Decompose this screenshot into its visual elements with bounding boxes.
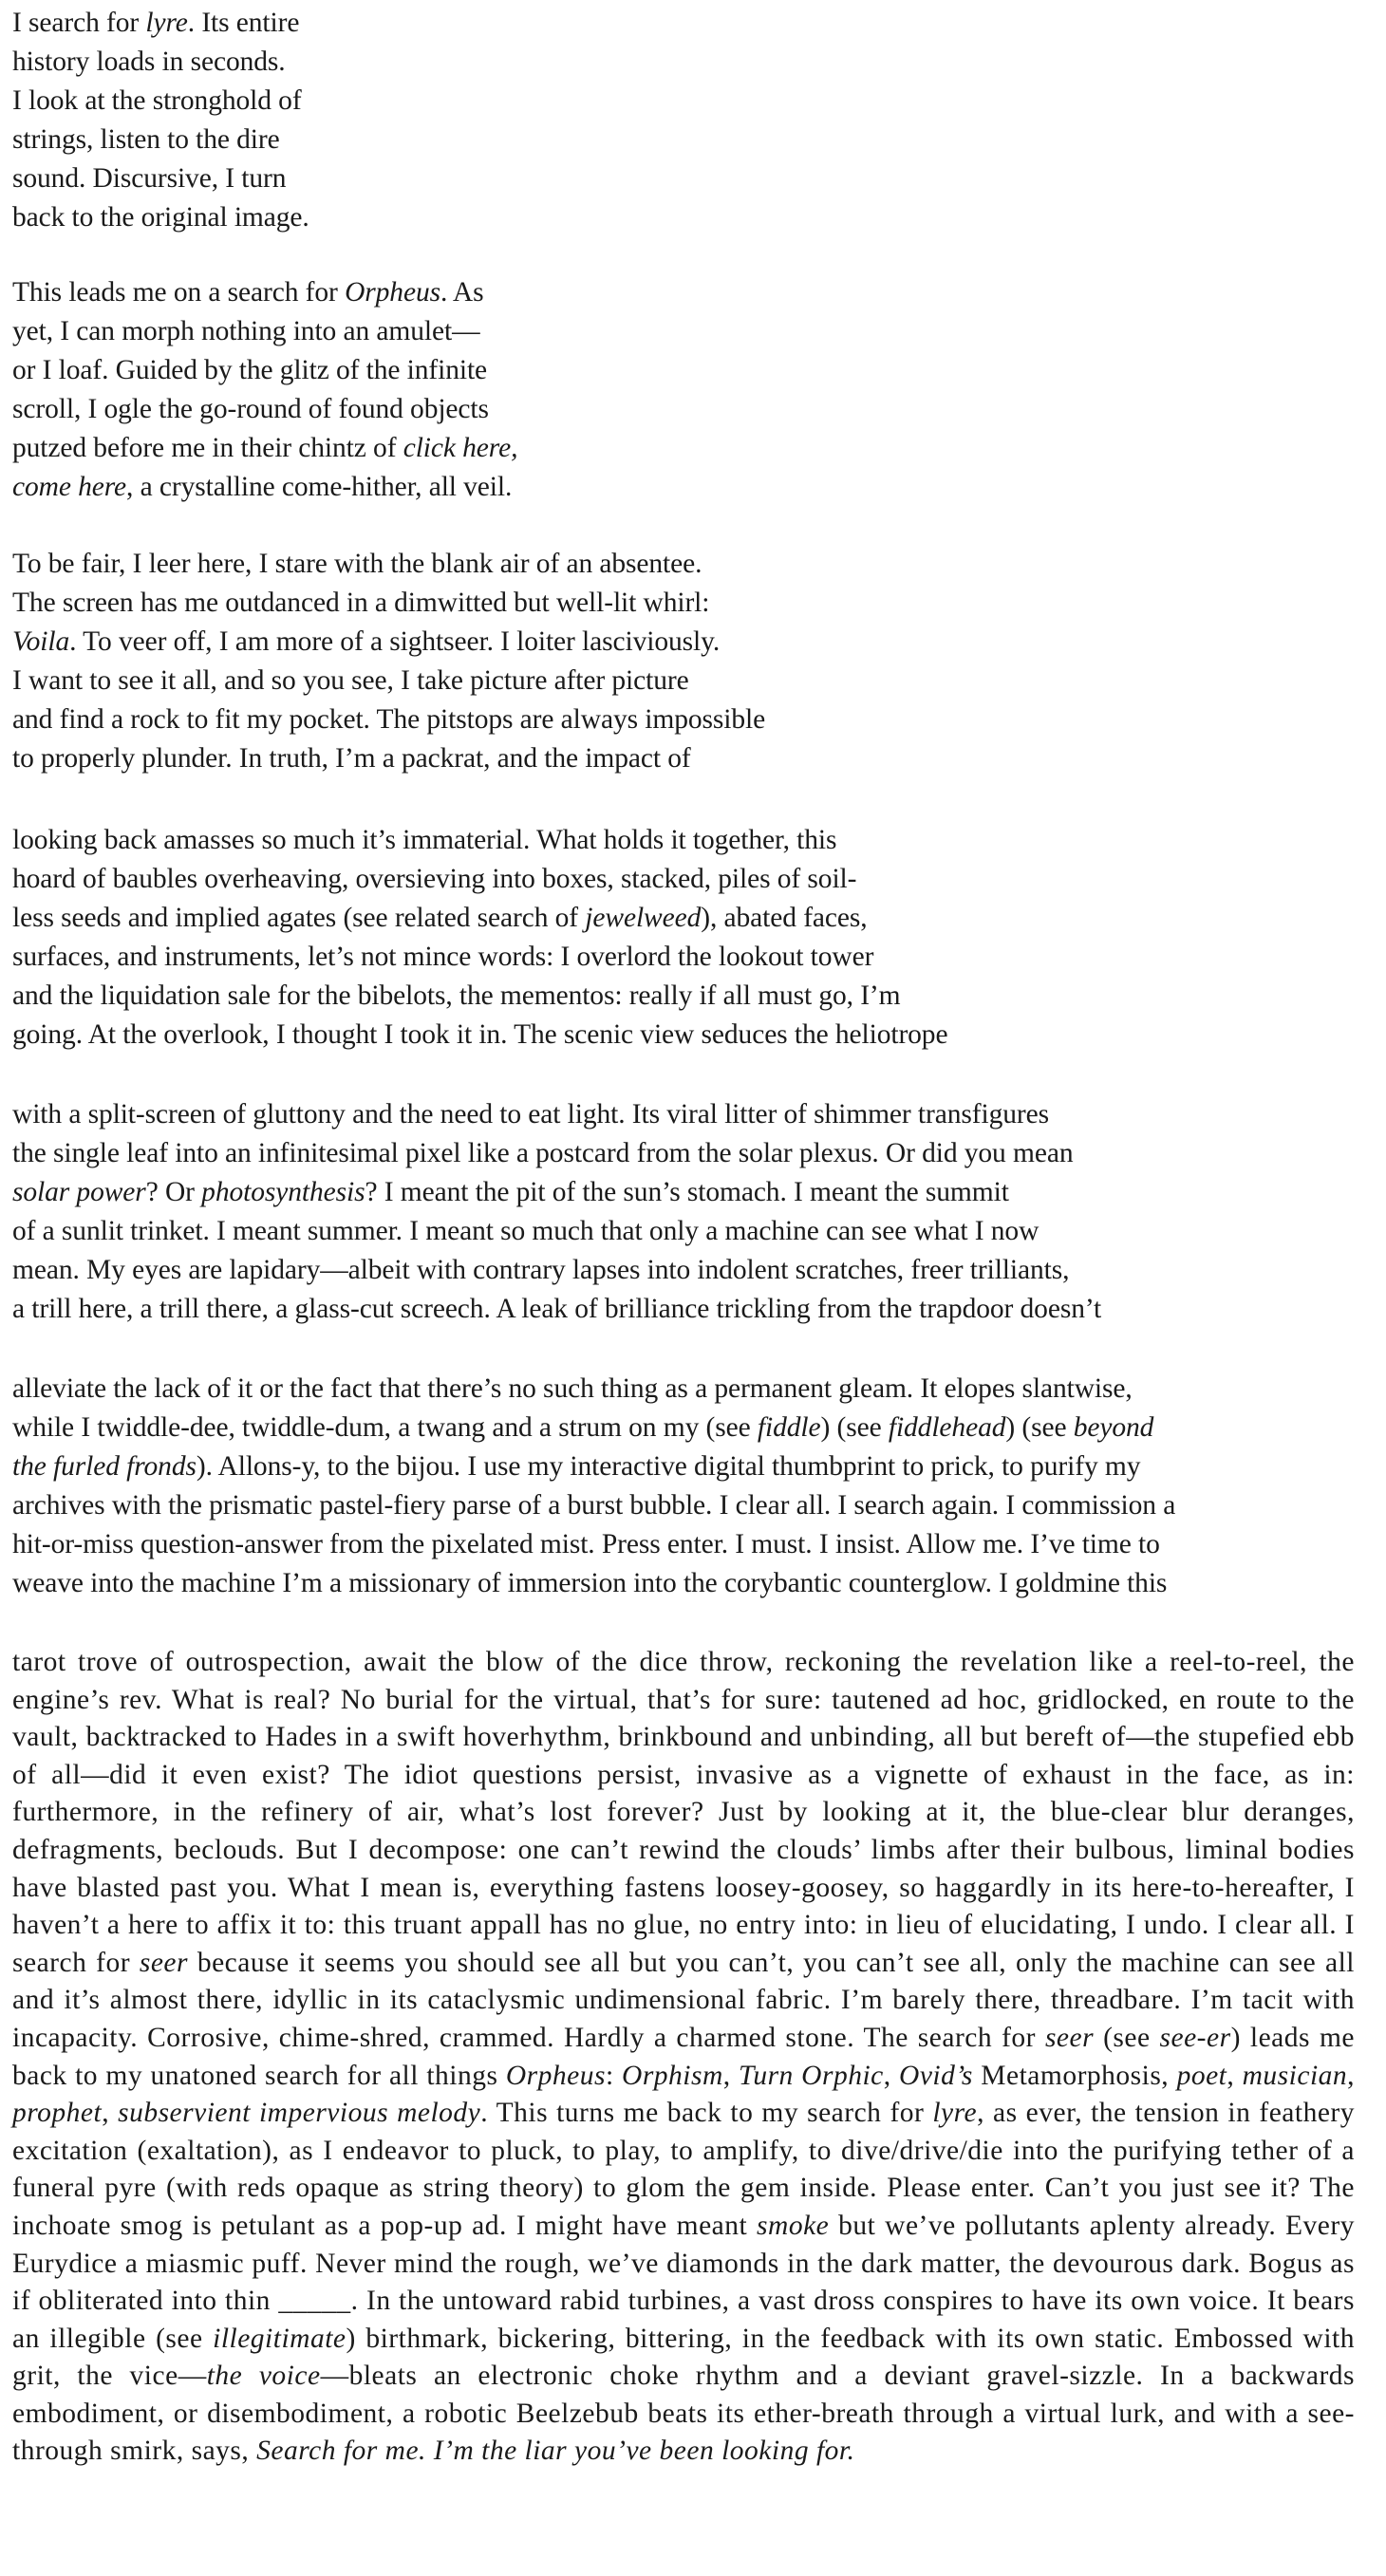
text-run: , as ever, the tension in feathery excitation (exaltation), as I endeavor to pluck, to play, to amplify, to dive/drive/die into the purifying tether of a funeral pyre (with reds opaque as string theory) to glom the gem inside. Please enter. Can’t you just see it? The inchoate smog is petulant as a pop-up ad. I might have meant (12, 2098, 1355, 2241)
text-run: , a crystalline come-hither, all veil. (126, 472, 513, 502)
poem-line (12, 429, 1360, 468)
poem-line (12, 623, 1360, 662)
poem-line (12, 1016, 1360, 1055)
italic-text: beyond (1073, 1412, 1154, 1443)
text-run: ) leads me back to my unatoned search for all things (12, 2022, 1355, 2091)
poem-line (12, 700, 1360, 739)
italic-text: musician (1242, 2060, 1348, 2091)
italic-text: lyre (932, 2098, 978, 2129)
poem-line (12, 82, 1360, 121)
text-run: Metamorphosis, (972, 2060, 1177, 2091)
text-run: ) (see (1005, 1412, 1074, 1443)
text-run: , (1227, 2060, 1243, 2091)
poem-line (12, 662, 1360, 700)
italic-text: photosynthesis (201, 1177, 365, 1207)
text-run: archives with the prismatic pastel-fiery parse of a burst bubble. I clear all. I search again. I commission a (12, 1490, 1176, 1521)
poem-line (12, 159, 1360, 198)
text-run: mean. My eyes are lapidary—albeit with contrary lapses into indolent scratches, freer trilliants, (12, 1255, 1070, 1285)
poem-line (12, 860, 1360, 899)
poem-line (12, 1486, 1360, 1525)
text-run: going. At the overlook, I thought I took it in. The scenic view seduces the heliotrope (12, 1019, 948, 1050)
italic-text: Ovid’s (899, 2060, 973, 2091)
text-run: scroll, I ogle the go-round of found objects (12, 394, 489, 424)
text-run: . To veer off, I am more of a sightseer. I loiter lasciviously. (69, 626, 721, 657)
text-run: , (102, 2098, 119, 2129)
italic-text: the furled fronds (12, 1451, 197, 1482)
text-run: sound. Discursive, I turn (12, 163, 287, 194)
text-run: because it seems you should see all but you can’t, you can’t see all, only the machine can see all and it’s almost there, idyllic in its cataclysmic undimensional fabric. I’m barely there, threadbare. I’m tacit with incapacity. Corrosive, chime-shred, crammed. Hardly a charmed stone. The search for (12, 1947, 1356, 2053)
text-run: hit-or-miss question-answer from the pixelated mist. Press enter. I must. I insist. Allow me. I’ve time to (12, 1529, 1160, 1559)
text-run: —bleats an electronic choke rhythm and a deviant gravel-sizzle. In a backwards embodiment, or disembodiment, a robotic Beelzebub beats its ether-breath through a virtual lurk, and with a see-through smirk, says, (12, 2361, 1355, 2467)
poem-line (12, 1095, 1360, 1134)
text-run: hoard of baubles overheaving, oversieving into boxes, stacked, piles of soil- (12, 864, 857, 894)
poem-line (12, 273, 1360, 312)
text-run: . As (440, 277, 484, 308)
text-run: I search for (12, 8, 146, 38)
text-run: (see (1094, 2022, 1160, 2053)
text-run: To be fair, I leer here, I stare with the blank air of an absentee. (12, 549, 702, 579)
poem-line (12, 1525, 1360, 1564)
poem-line (12, 545, 1360, 584)
text-run: or I loaf. Guided by the glitz of the infinite (12, 355, 488, 385)
poem-line (12, 977, 1360, 1016)
text-run: . This turns me back to my search for (480, 2098, 933, 2129)
italic-text: the voice (206, 2361, 321, 2392)
text-run: a trill here, a trill there, a glass-cut screech. A leak of brilliance trickling from the trapdoor doesn’t (12, 1294, 1102, 1324)
poem-line (12, 584, 1360, 623)
text-run: but we’ve pollutants aplenty already. Every Eurydice a miasmic puff. Never mind the rough, we’ve diamonds in the dark matter, the devourous dark. Bogus as if obliterated into thin _____. In the untoward rabid turbines, a vast dross conspires to have its own voice. It bears an illegible (see (12, 2210, 1355, 2354)
text-run: , (722, 2060, 740, 2091)
text-run: This leads me on a search for (12, 277, 346, 308)
text-run: ) (see (820, 1412, 889, 1443)
italic-text: subservient impervious melody (118, 2098, 481, 2129)
text-run: I look at the stronghold of (12, 85, 302, 116)
poem-line (12, 1134, 1360, 1173)
italic-text: fiddlehead (888, 1412, 1006, 1443)
poem-line (12, 121, 1360, 159)
text-run: ? Or (145, 1177, 202, 1207)
text-run: alleviate the lack of it or the fact that there’s no such thing as a permanent gleam. It elopes slantwise, (12, 1373, 1133, 1404)
italic-text: poet (1176, 2060, 1227, 2091)
italic-text: see-er (1159, 2022, 1231, 2053)
text-run: history loads in seconds. (12, 47, 286, 77)
stanza-1 (12, 4, 1360, 237)
italic-text: fiddle (757, 1412, 821, 1443)
italic-text: Orpheus (505, 2060, 606, 2091)
poem-line (12, 1173, 1360, 1212)
text-run: while I twiddle-dee, twiddle-dum, a twang and a strum on my (see (12, 1412, 758, 1443)
poem-line (12, 1290, 1360, 1329)
final-paragraph (12, 1644, 1355, 2471)
italic-text: click here, (403, 433, 518, 463)
poem-line (12, 4, 1360, 43)
italic-text: come here (12, 472, 127, 502)
text-run: surfaces, and instruments, let’s not mince words: I overlord the lookout tower (12, 942, 874, 972)
text-run: tarot trove of outrospection, await the blow of the dice throw, reckoning the revelation like a reel-to-reel, the engine’s rev. What is real? No burial for the virtual, that’s for sure: tautened ad hoc, gridlocked, en route to the vault, backtracked to Hades in a swift hoverhythm, brinkbound and unbinding, all but bereft of—the stupefied ebb of all—did it even exist? The idiot questions persist, invasive as a vignette of exhaust in the face, as in: furthermore, in the refinery of air, what’s lost forever? Just by looking at it, the blue-clear blur deranges, defragments, beclouds. But I decompose: one can’t rewind the clouds’ limbs after their bulbous, liminal bodies have blasted past you. What I mean is, everything fastens loosey-goosey, so haggardly in its here-to-hereafter, I haven’t a here to affix it to: this truant appall has no glue, no entry into: in lieu of elucidating, I undo. I clear all. I search for (12, 1647, 1355, 1978)
italic-text: seer (139, 1947, 189, 1978)
text-run: and the liquidation sale for the bibelots, the mementos: really if all must go, I’m (12, 980, 901, 1011)
poem-line (12, 899, 1360, 938)
text-run: , (883, 2060, 900, 2091)
text-run: back to the original image. (12, 202, 309, 233)
text-run: weave into the machine I’m a missionary of immersion into the corybantic counterglow. I goldmine this (12, 1568, 1168, 1598)
italic-text: lyre (145, 8, 188, 38)
text-run: with a split-screen of gluttony and the need to eat light. Its viral litter of shimmer transfigures (12, 1099, 1049, 1129)
italic-text: solar power (12, 1177, 146, 1207)
poem-line (12, 739, 1360, 778)
italic-text: Orphism (622, 2060, 723, 2091)
stanza-2 (12, 273, 1360, 507)
text-run: and find a rock to fit my pocket. The pitstops are always impossible (12, 704, 766, 735)
poem-line (12, 351, 1360, 390)
text-run: of a sunlit trinket. I meant summer. I meant so much that only a machine can see what I now (12, 1216, 1040, 1246)
text-run: to properly plunder. In truth, I’m a packrat, and the impact of (12, 743, 691, 774)
text-run: less seeds and implied agates (see related search of (12, 903, 586, 933)
italic-text: Orpheus (345, 277, 440, 308)
poem-line (12, 1251, 1360, 1290)
poem-line (12, 821, 1360, 860)
text-run: The screen has me outdanced in a dimwitted but well-lit whirl: (12, 588, 710, 618)
italic-text: jewelweed (585, 903, 702, 933)
italic-text: Search for me. I’m the liar you’ve been looking for. (256, 2436, 855, 2467)
text-run: looking back amasses so much it’s immaterial. What holds it together, this (12, 825, 837, 855)
text-run: . Its entire (187, 8, 300, 38)
poem-line (12, 312, 1360, 351)
stanza-3 (12, 545, 1360, 778)
italic-text: Voila (12, 626, 70, 657)
text-run: putzed before me in their chintz of (12, 433, 403, 463)
text-run: I want to see it all, and so you see, I take picture after picture (12, 665, 689, 696)
italic-text: illegitimate (213, 2323, 346, 2354)
text-run: ? I meant the pit of the sun’s stomach. I meant the summit (365, 1177, 1009, 1207)
poem-line (12, 938, 1360, 977)
text-run: strings, listen to the dire (12, 124, 280, 155)
italic-text: prophet (12, 2098, 103, 2129)
text-run: yet, I can morph nothing into an amulet— (12, 316, 480, 346)
text-run: ), abated faces, (701, 903, 868, 933)
poem-line (12, 390, 1360, 429)
poem-line (12, 1370, 1360, 1409)
poem-body (12, 4, 1360, 2471)
poem-line (12, 468, 1360, 507)
italic-text: seer (1044, 2022, 1095, 2053)
stanza-5 (12, 1095, 1360, 1329)
text-run: the single leaf into an infinitesimal pixel like a postcard from the solar plexus. Or did you mean (12, 1138, 1074, 1168)
text-run: ). Allons-y, to the bijou. I use my interactive digital thumbprint to prick, to purify my (196, 1451, 1141, 1482)
text-run: : (605, 2060, 623, 2091)
poem-line (12, 43, 1360, 82)
text-run: ) birthmark, bickering, bittering, in the feedback with its own static. Embossed with grit, the vice— (12, 2323, 1355, 2392)
poem-line (12, 1212, 1360, 1251)
stanza-4 (12, 821, 1360, 1055)
poem-line (12, 1409, 1360, 1447)
italic-text: smoke (757, 2210, 830, 2241)
italic-text: Turn Orphic (739, 2060, 884, 2091)
stanza-6 (12, 1370, 1360, 1603)
text-run: , (1347, 2060, 1356, 2091)
poem-line (12, 198, 1360, 237)
poem-line (12, 1447, 1360, 1486)
poem-line (12, 1564, 1360, 1603)
